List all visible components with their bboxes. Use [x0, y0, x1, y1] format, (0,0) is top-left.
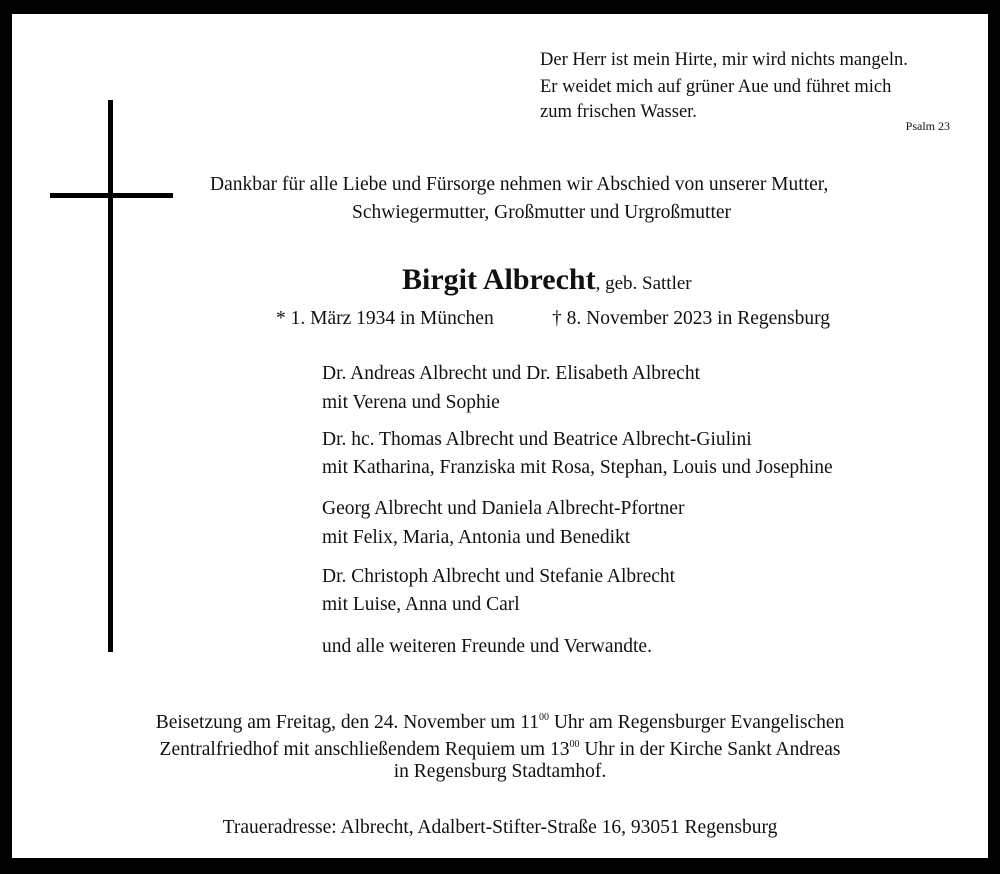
birth-date: * 1. März 1934 in München [276, 308, 494, 329]
birth-name: , geb. Sattler [595, 273, 692, 294]
cross-icon [108, 100, 113, 652]
mourner-line: mit Katharina, Franziska mit Rosa, Stephan, Louis und Josephine [322, 457, 833, 478]
mourner-line: mit Verena und Sophie [322, 392, 500, 413]
intro-line: Dankbar für alle Liebe und Fürsorge nehmen wir Abschied von unserer Mutter, [210, 174, 829, 195]
death-date: † 8. November 2023 in Regensburg [552, 308, 831, 329]
deceased-name-line [402, 262, 692, 302]
mourner-line: mit Luise, Anna und Carl [322, 594, 520, 615]
obituary-notice [12, 14, 988, 858]
others-line: und alle weiteren Freunde und Verwandte. [322, 636, 652, 657]
mourner-line: mit Felix, Maria, Antonia und Benedikt [322, 527, 631, 548]
mourner-line: Georg Albrecht und Daniela Albrecht-Pfortner [322, 498, 685, 519]
mourning-address: Traueradresse: Albrecht, Adalbert-Stifter-Straße 16, 93051 Regensburg [222, 817, 778, 838]
mourner-line: Dr. Andreas Albrecht und Dr. Elisabeth Albrecht [322, 363, 701, 384]
burial-line: Beisetzung am Freitag, den 24. November um $11^{00}$ Uhr am Regensburger Evangelischen [155, 712, 845, 733]
burial-line: in Regensburg Stadtamhof. [393, 761, 607, 782]
psalm-reference: Psalm 23 [905, 119, 950, 133]
mourner-line: Dr. hc. Thomas Albrecht und Beatrice Albrecht-Giulini [322, 429, 752, 450]
psalm-line: Er weidet mich auf grüner Aue und führet mich [540, 77, 892, 97]
cross-icon-bar [50, 193, 173, 198]
psalm-line: zum frischen Wasser. [540, 102, 697, 122]
intro-line: Schwiegermutter, Großmutter und Urgroßmutter [352, 202, 732, 223]
deceased-name: Birgit Albrecht [402, 263, 596, 296]
psalm-line: Der Herr ist mein Hirte, mir wird nichts mangeln. [540, 50, 908, 70]
mourner-line: Dr. Christoph Albrecht und Stefanie Albrecht [322, 566, 676, 587]
burial-line: Zentralfriedhof mit anschließendem Requiem um $13^{00}$ Uhr in der Kirche Sankt Andreas [159, 739, 841, 760]
